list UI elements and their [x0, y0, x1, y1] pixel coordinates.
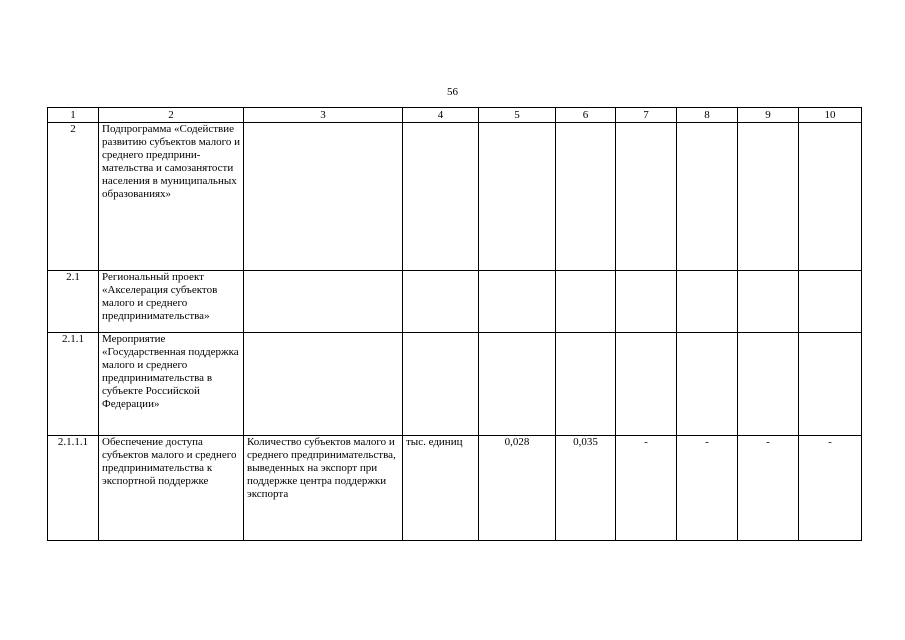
row-value-10	[799, 123, 862, 271]
row-value-7	[616, 271, 677, 333]
row-value-9	[738, 123, 799, 271]
row-value-9	[738, 333, 799, 436]
row-unit	[403, 271, 479, 333]
row-indicator	[244, 271, 403, 333]
row-value-8	[677, 333, 738, 436]
row-number: 2.1	[48, 271, 99, 333]
row-number: 2	[48, 123, 99, 271]
row-value-10: -	[799, 436, 862, 541]
row-unit	[403, 123, 479, 271]
row-unit: тыс. единиц	[403, 436, 479, 541]
row-name: Региональный проект «Акселерация субъектов малого и среднего предпринимательства»	[99, 271, 244, 333]
row-number: 2.1.1	[48, 333, 99, 436]
header-col-4: 4	[403, 108, 479, 123]
header-col-8: 8	[677, 108, 738, 123]
row-name: Подпрограмма «Содействие развитию субъектов малого и среднего предпринимательства и самозанятости населения в муниципальных образованиях»	[99, 123, 244, 271]
row-value-9	[738, 271, 799, 333]
header-col-9: 9	[738, 108, 799, 123]
row-number: 2.1.1.1	[48, 436, 99, 541]
row-unit	[403, 333, 479, 436]
table-row	[48, 271, 862, 333]
row-value-9: -	[738, 436, 799, 541]
header-row	[48, 108, 862, 123]
row-value-6	[556, 123, 616, 271]
row-name: Обеспечение доступа субъектов малого и среднего предпринимательства к экспортной поддержке	[99, 436, 244, 541]
row-indicator	[244, 123, 403, 271]
row-value-10	[799, 271, 862, 333]
row-indicator: Количество субъектов малого и среднего предпринимательства, выведенных на экспорт при поддержке центра поддержки экспорта	[244, 436, 403, 541]
row-value-5	[479, 271, 556, 333]
page-number: 56	[447, 86, 458, 98]
row-name: Мероприятие «Государственная поддержка малого и среднего предпринимательства в субъекте Российской Федерации»	[99, 333, 244, 436]
row-value-6	[556, 271, 616, 333]
header-col-1: 1	[48, 108, 99, 123]
row-value-6	[556, 333, 616, 436]
row-value-7: -	[616, 436, 677, 541]
row-value-10	[799, 333, 862, 436]
row-value-8	[677, 123, 738, 271]
row-value-7	[616, 333, 677, 436]
row-value-5: 0,028	[479, 436, 556, 541]
row-value-6: 0,035	[556, 436, 616, 541]
indicator-table	[47, 107, 862, 541]
row-value-8	[677, 271, 738, 333]
header-col-2: 2	[99, 108, 244, 123]
table-row	[48, 333, 862, 436]
row-indicator	[244, 333, 403, 436]
table-row	[48, 436, 862, 541]
row-value-7	[616, 123, 677, 271]
table-row	[48, 123, 862, 271]
header-col-6: 6	[556, 108, 616, 123]
row-value-8: -	[677, 436, 738, 541]
row-value-5	[479, 333, 556, 436]
header-col-3: 3	[244, 108, 403, 123]
row-value-5	[479, 123, 556, 271]
header-col-10: 10	[799, 108, 862, 123]
header-col-5: 5	[479, 108, 556, 123]
header-col-7: 7	[616, 108, 677, 123]
